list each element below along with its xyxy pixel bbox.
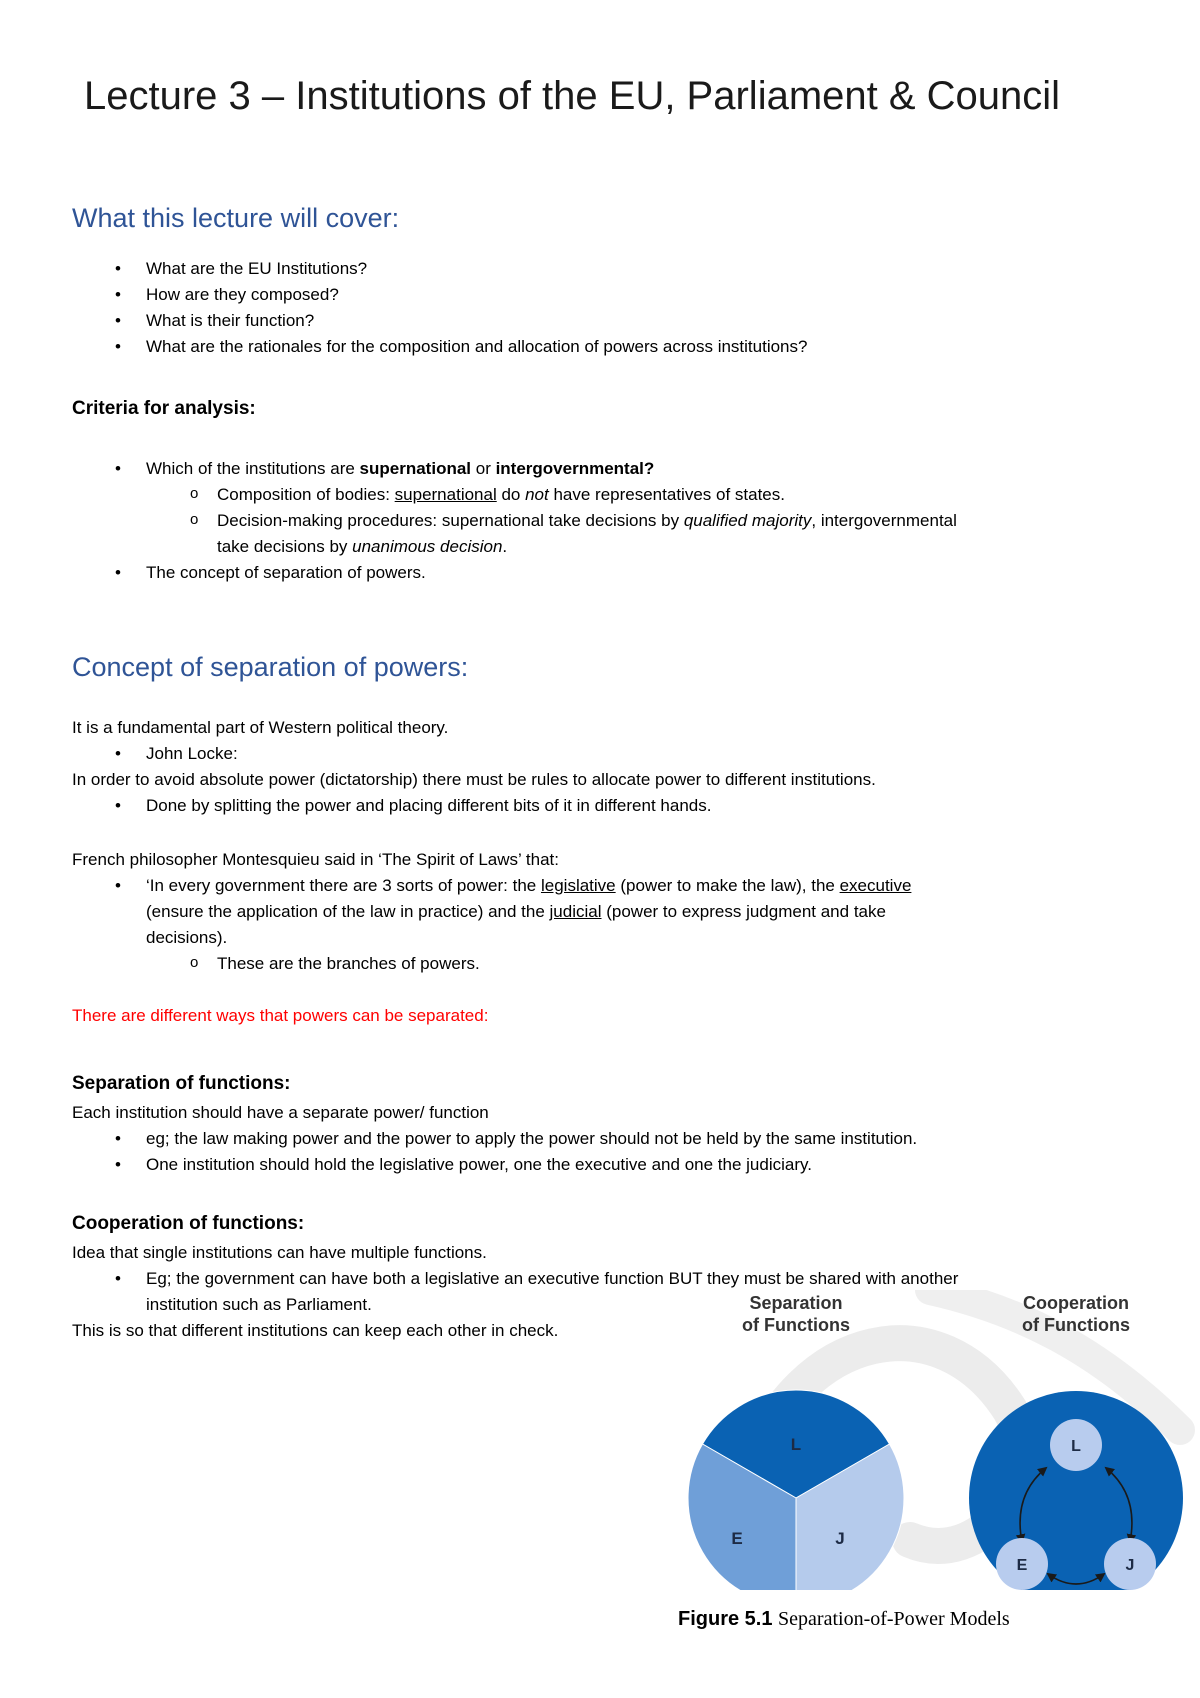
paragraph: Idea that single institutions can have multiple functions. [72, 1243, 487, 1262]
text: Which of the institutions are [146, 459, 360, 478]
figure-right-title-line: of Functions [1022, 1315, 1130, 1335]
text: do [496, 485, 526, 504]
list-item: • What are the rationales for the composition and allocation of powers across institutions? [72, 334, 1132, 360]
text-underlined: supernational [394, 485, 497, 504]
list-item: • Done by splitting the power and placing different bits of it in different hands. [72, 793, 1152, 819]
list-item [72, 456, 1152, 482]
list-item: • What are the EU Institutions? [72, 256, 1132, 282]
node-label-j: J [1125, 1557, 1135, 1574]
text-bold: intergovernmental? [495, 459, 655, 478]
criteria-heading: Criteria for analysis: [72, 398, 256, 419]
list-item [72, 873, 1152, 899]
figure-left-title-line: of Functions [742, 1315, 850, 1335]
node-label-e: E [1016, 1557, 1028, 1574]
sub-list-item [72, 482, 1152, 508]
sub-list-item-continued [72, 534, 1152, 560]
figure-left-title [696, 1292, 896, 1336]
text-italic: not [525, 485, 549, 504]
separation-body [72, 715, 1152, 1029]
paragraph: In order to avoid absolute power (dictatorship) there must be rules to allocate power to different institutions. [72, 770, 876, 789]
list-item-continued: decisions). [146, 928, 228, 947]
paragraph: This is so that different institutions can keep each other in check. [72, 1321, 559, 1340]
sub-list-item [72, 508, 1152, 534]
text-underlined: judicial [549, 902, 602, 921]
text: ‘In every government there are 3 sorts of power: the [146, 876, 541, 895]
figure-right-title-line: Cooperation [1023, 1293, 1129, 1313]
section-heading-cover: What this lecture will cover: [72, 203, 400, 233]
sep-functions-body [72, 1100, 1152, 1178]
figure-caption-label: Figure 5.1 [678, 1608, 773, 1630]
coop-functions-heading: Cooperation of functions: [72, 1213, 305, 1234]
text: (power to express judgment and take [601, 902, 886, 921]
pie-label-j: J [835, 1529, 845, 1548]
list-item: • Eg; the government can have both a legislative an executive function BUT they must be shared with another [72, 1266, 1172, 1292]
pie-label-e: E [731, 1529, 743, 1548]
text-italic: qualified majority [683, 511, 812, 530]
list-item: • One institution should hold the legislative power, one the executive and one the judiciary. [72, 1152, 1152, 1178]
text: have representatives of states. [548, 485, 785, 504]
figure-right-title [976, 1292, 1176, 1336]
text: (ensure the application of the law in practice) and the [146, 902, 550, 921]
text: Composition of bodies: [217, 485, 395, 504]
list-item: • How are they composed? [72, 282, 1132, 308]
text-bold: supernational [359, 459, 472, 478]
list-item: • The concept of separation of powers. [72, 560, 1152, 586]
paragraph: French philosopher Montesquieu said in ‘The Spirit of Laws’ that: [72, 850, 559, 869]
paragraph: It is a fundamental part of Western political theory. [72, 718, 449, 737]
page-title: Lecture 3 – Institutions of the EU, Parliament & Council [84, 74, 1061, 118]
text-underlined: executive [839, 876, 912, 895]
paragraph: Each institution should have a separate power/ function [72, 1103, 489, 1122]
text: , intergovernmental [811, 511, 957, 530]
red-note: There are different ways that powers can be separated: [72, 1006, 489, 1025]
figure-left-title-line: Separation [749, 1293, 843, 1313]
text: or [471, 459, 496, 478]
criteria-list [72, 456, 1152, 586]
figure-caption-text: Separation-of-Power Models [778, 1608, 1010, 1630]
text: (power to make the law), the [615, 876, 840, 895]
list-item: • eg; the law making power and the power to apply the power should not be held by the same institution. [72, 1126, 1152, 1152]
node-label-l: L [1071, 1438, 1081, 1455]
sub-list-item: o These are the branches of powers. [72, 951, 1152, 977]
sep-functions-heading: Separation of functions: [72, 1073, 291, 1094]
text: Decision-making procedures: supernational take decisions by [217, 511, 684, 530]
text: take decisions by [217, 537, 353, 556]
section-heading-separation: Concept of separation of powers: [72, 652, 469, 682]
cover-list [72, 256, 1132, 360]
text-underlined: legislative [540, 876, 616, 895]
list-item-continued: institution such as Parliament. [146, 1295, 372, 1314]
text: . [502, 537, 508, 556]
text-italic: unanimous decision [352, 537, 503, 556]
list-item-continued [72, 899, 1152, 925]
pie-label-l: L [790, 1435, 802, 1454]
list-item: • What is their function? [72, 308, 1132, 334]
list-item: • John Locke: [72, 741, 1152, 767]
figure-caption [678, 1608, 1010, 1631]
figure-separation-of-power-models [680, 1290, 1200, 1650]
